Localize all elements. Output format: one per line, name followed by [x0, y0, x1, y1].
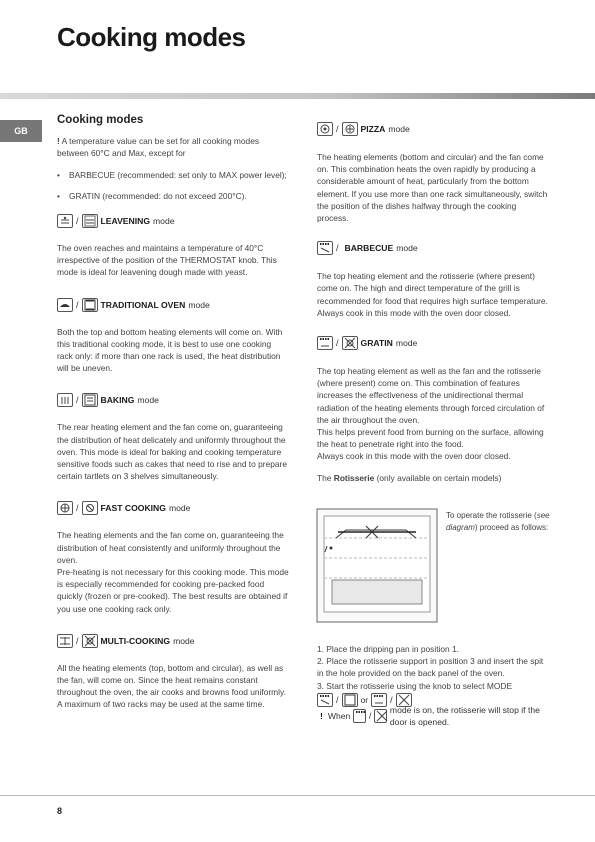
page-number: 8	[57, 806, 63, 816]
mode-name: TRADITIONAL OVEN	[100, 299, 186, 310]
baking-knob-icon	[57, 393, 73, 407]
gratin-oven-icon	[396, 693, 412, 707]
mode-suffix: mode	[137, 395, 159, 406]
rotisserie-bold: Rotisserie	[333, 472, 375, 483]
mode-name: LEAVENING	[100, 215, 151, 226]
gratin-knob-icon	[371, 693, 387, 707]
mode-name: MULTI-COOKING	[100, 635, 171, 646]
mode-suffix: mode	[395, 337, 418, 348]
mode-suffix: mode	[153, 215, 175, 226]
gratin-oven-icon	[342, 336, 358, 350]
pizza-knob-icon	[317, 122, 333, 136]
mode-suffix: mode	[188, 299, 210, 310]
mode-description: The heating elements (bottom and circular) and the fan come on. This combination heats the oven rapidly by producing a considerable amount of heat, particularly from the bottom element. If you use more than one rack simultaneously, switch the position of the dishes halfway through the cooking process.	[317, 152, 548, 224]
mode-description: The heating elements and the fan come on, guaranteeing the distribution of heat consistently and uniformly throughout the oven. Pre-heating is not necessary for this cooking mode. This mode is especially recommended for cooking pre-packed food quickly (frozen or pre-cooked). The best results are obtained if you use one cooking rack only.	[57, 530, 289, 614]
section-heading: Cooking modes	[57, 114, 144, 126]
barbecue-knob-icon	[317, 241, 333, 255]
mode-header-fast-cooking: / FAST COOKING mode	[57, 499, 289, 517]
gratin-oven-icon	[374, 709, 387, 723]
baking-oven-icon	[82, 393, 98, 407]
multi-cooking-knob-icon	[57, 634, 73, 648]
mode-suffix: mode	[168, 503, 191, 514]
mode-header-leavening: / LEAVENING mode	[57, 212, 289, 230]
warning-pre: When	[327, 710, 351, 721]
step3-icons: / or /	[317, 692, 549, 708]
mode-suffix: mode	[388, 123, 410, 134]
mode-name: BAKING	[100, 395, 135, 406]
mode-header-pizza: / PIZZA mode	[317, 120, 549, 138]
bullet-text: BARBECUE (recommended: set only to MAX power level);	[69, 169, 287, 180]
warning-line: ! When / mode is on, the rotisserie will stop if the door is opened.	[317, 708, 549, 724]
language-tab: GB	[0, 120, 42, 142]
header-bar	[0, 93, 595, 99]
mode-header-baking: / BAKING mode	[57, 391, 289, 409]
right-column	[317, 120, 549, 484]
mode-header-traditional: / TRADITIONAL OVEN mode	[57, 296, 289, 314]
intro-paragraph	[57, 135, 289, 159]
mode-description: The rear heating element and the fan come on, guaranteeing the distribution of heat delicately and uniformly throughout the oven. This mode is ideal for baking and cooking temperature sensitive foods such as cakes that need to rise and to prepare certain tartlets on 3 shelves simultaneously.	[57, 422, 287, 482]
mode-name: PIZZA	[360, 123, 386, 134]
bullet-item: • BARBECUE (recommended: set only to MAX power level);	[57, 169, 287, 180]
rotisserie-steps	[317, 643, 549, 727]
fast-cooking-oven-icon	[82, 501, 98, 515]
warning-post: mode is on, the rotisserie will stop if the door is opened.	[389, 704, 540, 727]
bullet-text: GRATIN (recommended: do not exceed 200°C).	[69, 190, 247, 201]
rotisserie-pre: The	[317, 472, 332, 483]
fast-cooking-knob-icon	[57, 501, 73, 515]
rotisserie-heading	[317, 472, 549, 484]
barbecue-knob-icon	[353, 709, 366, 723]
mode-description: The oven reaches and maintains a temperature of 40°C irrespective of the position of the THERMOSTAT knob. This mode is ideal for leavening dough made with yeast.	[57, 243, 277, 278]
intro-text: A temperature value can be set for all cooking modes between 60°C and Max, except for	[57, 136, 260, 159]
note-post: ) proceed as follows:	[474, 522, 549, 532]
traditional-oven-icon	[82, 298, 98, 312]
note-mark: !	[57, 136, 60, 147]
gratin-knob-icon	[317, 336, 333, 350]
bullet-item: • GRATIN (recommended: do not exceed 200°C).	[57, 190, 247, 201]
multi-cooking-oven-icon	[82, 634, 98, 648]
traditional-oven-icon	[342, 693, 358, 707]
mode-suffix: mode	[173, 635, 195, 646]
pizza-oven-icon	[342, 122, 358, 136]
page-title: Cooking modes	[57, 22, 246, 52]
or-text: or	[360, 694, 369, 705]
leavening-oven-icon	[82, 214, 98, 228]
mode-description: Both the top and bottom heating elements will come on. With this traditional cooking mode, it is best to use one cooking rack only: if more than one rack is used, the heat distribution will be uneven.	[57, 326, 283, 374]
leavening-knob-icon	[57, 214, 73, 228]
mode-suffix: mode	[396, 243, 418, 254]
mode-name: BARBECUE	[344, 243, 394, 254]
mode-name: GRATIN	[360, 337, 393, 348]
mode-description: The top heating element as well as the fan and the rotisserie (where present) come on. This combination of features increases the effectiveness of the unidirectional thermal radiation of the heating elements through forced circulation of the air throughout the oven. This helps prevent food from burning on the surface, allowing the heat to penetrate right into the food. Always cook in this mode with the oven door closed.	[317, 366, 545, 462]
barbecue-knob-icon	[317, 693, 333, 707]
traditional-knob-icon	[57, 298, 73, 312]
note-pre: To operate the rotisserie (	[446, 511, 537, 520]
mode-header-barbecue: / BARBECUE mode	[317, 239, 549, 257]
rotisserie-post: (only available on certain models)	[376, 472, 502, 483]
mode-description: The top heating element and the rotisserie (where present) come on. The high and direct temperature of the grill is recommended for food that requires high surface temperature. Always cook in this mode with the oven door closed.	[317, 271, 548, 318]
rotisserie-diagram	[316, 508, 438, 623]
note-italic: see diagram	[446, 511, 550, 532]
mode-description: All the heating elements (top, bottom and circular), as well as the fan, will come on. Since the heat remains constant throughout the oven, the air cooks and browns food uniformly. A maximum of two racks may be used at the same time.	[57, 662, 286, 710]
diagram-note	[446, 510, 556, 533]
left-column	[57, 114, 289, 711]
footer-divider	[0, 795, 595, 796]
step-item: 3. Start the rotisserie using the knob to select MODE	[317, 680, 513, 691]
warning-mark: !	[320, 710, 323, 721]
step-item: 1. Place the dripping pan in position 1.	[317, 644, 460, 654]
mode-name: FAST COOKING	[100, 503, 166, 514]
mode-header-gratin: / GRATIN mode	[317, 334, 549, 352]
step-item: 2. Place the rotisserie support in position 3 and insert the spit in the hole provided on the back panel of the oven.	[317, 656, 544, 679]
mode-header-multi-cooking: / MULTI-COOKING mode	[57, 632, 289, 650]
